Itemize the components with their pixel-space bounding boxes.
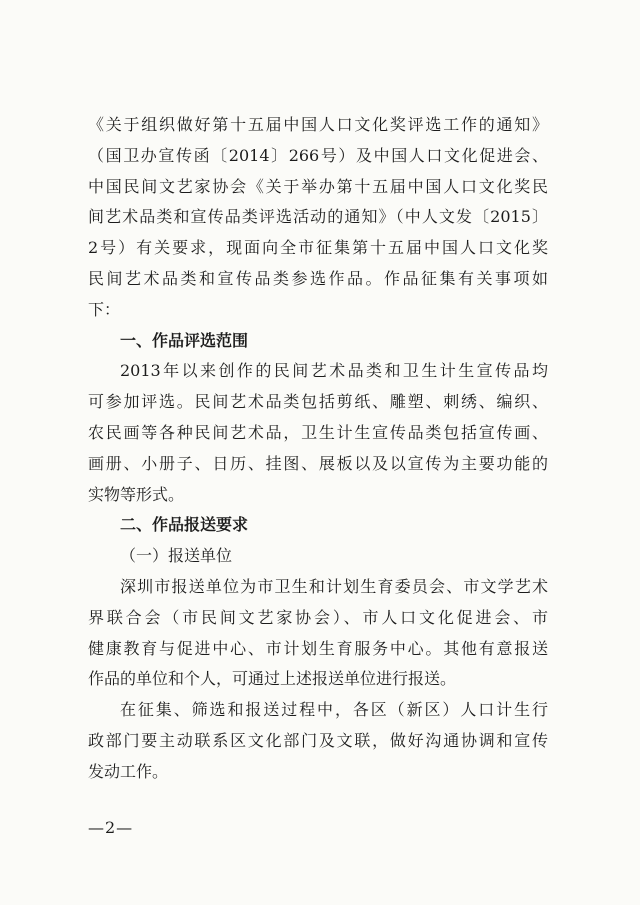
body-line: 可参加评选。民间艺术品类包括剪纸、雕塑、刺绣、编织、: [88, 392, 548, 412]
body-line: 2013年以来创作的民间艺术品类和卫生计生宣传品均: [120, 361, 548, 381]
body-line: 政部门要主动联系区文化部门及文联，做好沟通协调和宣传: [88, 730, 548, 750]
body-line: 作品的单位和个人，可通过上述报送单位进行报送。: [88, 669, 457, 689]
body-line: 画册、小册子、日历、挂图、展板以及以宣传为主要功能的: [88, 453, 548, 473]
section-heading: 一、作品评选范围: [120, 330, 249, 350]
subsection-heading: （一）报送单位: [120, 546, 233, 566]
body-line: 发动工作。: [88, 761, 169, 781]
body-line: 间艺术品类和宣传品类评选活动的通知》（中人文发〔2015〕: [88, 207, 548, 227]
body-line: 中国民间文艺家协会《关于举办第十五届中国人口文化奖民: [88, 176, 548, 196]
body-line: 农民画等各种民间艺术品，卫生计生宣传品类包括宣传画、: [88, 422, 548, 442]
body-line: 下：: [88, 299, 121, 319]
body-line: 实物等形式。: [88, 484, 185, 504]
body-line: 民间艺术品类和宣传品类参选作品。作品征集有关事项如: [88, 268, 548, 288]
body-line: （国卫办宣传函〔2014〕266号）及中国人口文化促进会、: [88, 145, 548, 165]
body-line: 在征集、筛选和报送过程中，各区（新区）人口计生行: [120, 700, 548, 720]
body-line: 《关于组织做好第十五届中国人口文化奖评选工作的通知》: [88, 115, 548, 134]
document-body: [88, 110, 548, 788]
body-line: 健康教育与促进中心、市计划生育服务中心。其他有意报送: [88, 638, 548, 658]
body-line: 界联合会（市民间文艺家协会）、市人口文化促进会、市: [88, 607, 548, 627]
page-number: —2—: [88, 818, 134, 837]
body-line: 深圳市报送单位为市卫生和计划生育委员会、市文学艺术: [120, 576, 548, 596]
body-line: 2号）有关要求，现面向全市征集第十五届中国人口文化奖: [88, 238, 548, 258]
section-heading: 二、作品报送要求: [120, 515, 249, 535]
